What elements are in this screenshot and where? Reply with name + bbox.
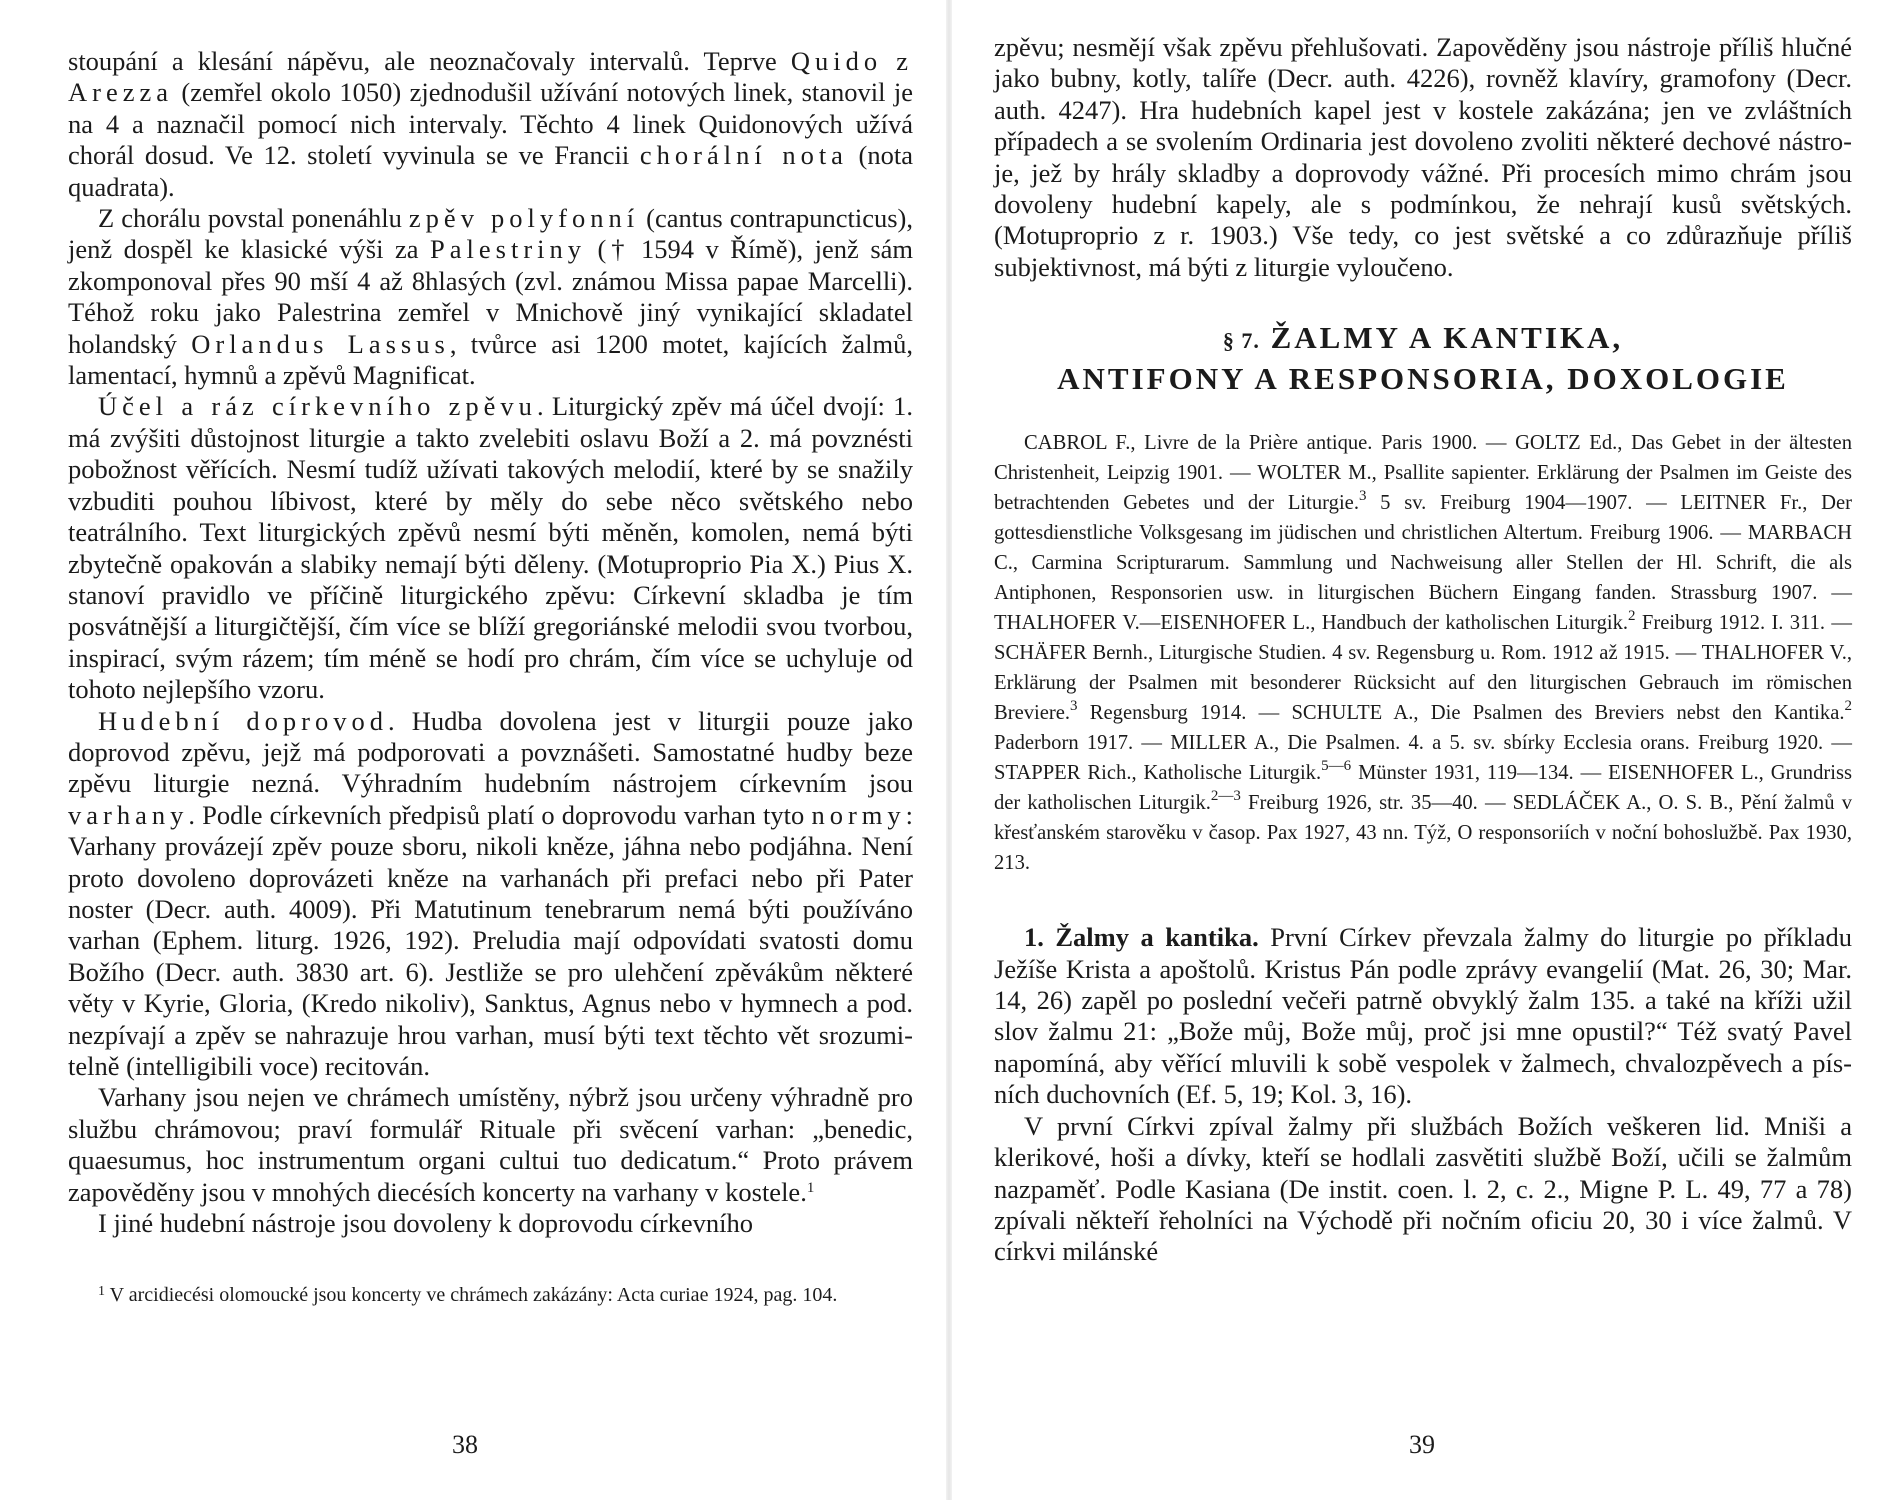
text-run: zpěvu; nesmějí však zpěvu přehlušovati. Zapověděny jsou nástroje příliš hlučné jako bubny, kotly, talíře (Decr. auth. 4226), rovněž klavíry, gramofony (Decr. auth. 4247). Hra hudebních kapel jest v kostele zakázána; jen ve zvláštních případech a se svolením Ordinaria jest dovoleno zvoliti některé dechové nástroje, jež by hrály skladby a doprovody vážné. Při procesích mimo chrám jsou dovoleny hudební kapely, ale s podmínkou, že nehrají kusů světských. (Motuproprio z r. 1903.) Vše tedy, co jest světské a co zdůrazňuje příliš subjektivnost, má býti z liturgie vyloučeno.	[994, 32, 1852, 282]
text-run: I jiné hudební nástroje jsou dovoleny k doprovodu církevního	[98, 1208, 754, 1239]
superscript: 3	[1358, 488, 1367, 505]
footnote	[68, 1277, 913, 1310]
section-heading	[994, 319, 1852, 398]
body-paragraph	[994, 1111, 1852, 1268]
spaced-emphasis: z Arezza	[68, 46, 913, 108]
text-run	[882, 46, 896, 76]
spaced-emphasis: chorální nota	[639, 140, 848, 171]
section-title-line-2: ANTIFONY A RESPONSORIA, DOXOLOGIE	[1057, 361, 1789, 397]
superscript: 5—6	[1321, 758, 1352, 775]
text-run: . Hudba dovolena jest v liturgii pouze jako doprovod zpěvu, jejž má podporovati a povznášeti. Samostatné hudby beze zpěvu liturgie nezná. Výhradním hudebním nástrojem církevním jsou	[68, 705, 913, 799]
bibliography	[994, 428, 1852, 878]
text-run: (nota quadrata).	[68, 140, 914, 202]
paragraph	[68, 1082, 913, 1208]
paragraph	[68, 46, 913, 203]
section-title-line-1: ŽALMY A KANTIKA,	[1270, 320, 1624, 356]
text-run: (zemřel okolo 1050) zjednodušil užívání notových linek, stanovil je na 4 a naznačil pomocí nich intervaly. Těchto 4 linek Quidonových užívá chorál dosud. Ve 12. století vyvinula se ve Francii	[68, 77, 913, 171]
right-page	[949, 0, 1898, 1500]
text-run: . Podle církevních předpisů platí o doprovodu varhan tyto	[188, 799, 812, 830]
footnote-text: V arcidiecési olomoucké jsou koncerty ve chrámech zakázány: Acta curiae 1924, pag. 104.	[109, 1284, 838, 1307]
spaced-emphasis: Účel a ráz církevního zpěvu	[98, 391, 537, 422]
page-number-left: 38	[452, 1430, 478, 1459]
page-number-right: 39	[1409, 1430, 1435, 1459]
text-run: (cantus contrapuncticus), jenž dospěl ke klasické výši za	[68, 203, 914, 265]
spaced-emphasis: zpěv polyfonní	[408, 203, 640, 234]
paragraph	[68, 203, 913, 391]
section-number: § 7.	[1222, 328, 1260, 354]
text-run: V první Církvi zpíval žalmy při službách Božích veškeren lid. Mniši a klerikové, hoši a dívky, kteří se hodlali zasvětiti službě Boží, učili se žalmům nazpaměť. Podle Kasiana (De instit. coen. l. 2, c. 2., Migne P. L. 49, 77 a 78) zpívali někteří řeholníci na Východě při nočním oficiu 20, 30 i více žalmů. V církvi milánské	[994, 1110, 1852, 1267]
text-run: , tvůrce asi 1200 motet, kajících žalmů, lamentací, hymnů a zpěvů Magnificat.	[68, 328, 914, 391]
text-run: Varhany jsou nejen ve chrámech umístěny, nýbrž jsou určeny výhradně pro službu chrámovou; praví formulář Rituale při svěcení varhan: „benedic, quaesumus, hoc instrumentum organi cultui tuo dedicatum.“ Proto právem zapověděny jsou v mnohých diecésích koncerty na varhany v kostele.	[68, 1082, 913, 1207]
text-run: . Liturgický zpěv má účel dvojí: 1. má zvýšiti důstojnost liturgie a takto zvelebiti oslavu Boží a 2. má povznésti pobožnost věřících. Nesmí tudíž užívati takových melodií, které by se snažily vzbuditi pouhou líbivost, které by měly do sebe něco světského nebo teatrálního. Text liturgických zpěvů nesmí býti měněn, komolen, nemá býti zbytečně opakován a slabiky nemají býti děleny. (Motuproprio Pia X.) Pius X. stanoví pravidlo ve příčině liturgického zpěvu: Církevní skladba je tím posvátnější a liturgičtější, čím více se blíží gregoriánské melodii svou tvorbou, inspirací, svým rázem; tím méně se hodí pro chrám, čím více se uchyluje od tohoto nejlepšího vzoru.	[68, 391, 913, 705]
text-run: 5 sv. Freiburg 1904—1907. — LEITNER Fr., Der gottesdienstliche Volksgesang im jüdischen und christlichen Altertum. Freiburg 1906. — MARBACH C., Carmina Scripturarum. Sammlung und Nachweisung aller Stellen der Hl. Schrift, die als Antiphonen, Responsorien usw. in liturgischen Büchern Eingang fanden. Strassburg 1907. — THALHOFER V.—EISENHOFER L., Handbuch der katholischen Liturgik.	[994, 492, 1852, 635]
spaced-emphasis: Orlandus Lassus	[191, 328, 450, 359]
text-run: Regensburg 1914. — SCHULTE A., Die Psalmen des Breviers nebst den Kantika.	[1077, 702, 1845, 725]
spaced-emphasis: normy	[811, 799, 906, 830]
text-run: († 1594 v Římě), jenž sám zkomponoval přes 90 mší 4 až 8hlasých (zvl. známou Missa papae Marcelli). Téhož roku jako Palestrina zemřel v Mnichově jiný vynikající skladatel holandský	[68, 234, 914, 359]
left-page-body	[68, 46, 913, 1239]
text-run: stoupání a klesání nápěvu, ale neoznačovaly intervalů. Teprve	[68, 46, 791, 76]
superscript: 2	[1844, 698, 1852, 715]
subsection-paragraph	[994, 922, 1852, 1110]
paragraph	[68, 706, 913, 1083]
spaced-emphasis: varhany	[68, 799, 189, 830]
superscript: 3	[1070, 698, 1078, 715]
text-run: Freiburg 1912. I. 311. — SCHÄFER Bernh., Liturgische Studien. 4 sv. Regensburg u. Rom. 1912 až 1915. — THALHOFER V., Erklärung der Psalmen mit besonderer Rücksicht auf den liturgischen Gebrauch im römischen Breviere.	[994, 612, 1852, 725]
text-run: Paderborn 1917. — MILLER A., Die Psalmen. 4. a 5. sv. sbírky Ecclesia orans. Freiburg 1920. — STAPPER Rich., Katholische Liturgik.	[994, 732, 1852, 785]
text-run: Münster 1931, 119—134. — EISENHOFER L., Grundriss der katholischen Liturgik.	[994, 762, 1852, 815]
paragraph	[68, 391, 913, 705]
footnote-mark: 1	[98, 1284, 105, 1300]
text-run: : Varhany provázejí zpěv pouze sboru, nikoli kněze, jáhna nebo podjáhna. Není proto dovoleno doprovázeti kněze na varhanách při prefaci nebo při Pater noster (Decr. auth. 4009). Při Matutinum tenebrarum nemá býti používáno varhan (Ephem. liturg. 1926, 192). Preludia mají odpovídati svatosti domu Božího (Decr. auth. 3830 art. 6). Jestliže se pro ulehčení zpěvákům některé věty v Kyrie, Gloria, (Kredo nikoliv), Sanktus, Agnus nebo v hymnech a pod. nezpívají a zpěv se nahrazuje hrou varhan, musí býti text těchto vět srozumitelně (intelligibili voce) recitován.	[68, 799, 913, 1081]
spaced-emphasis: Palestriny	[430, 234, 587, 265]
superscript: 1	[806, 1179, 815, 1196]
text-run: Freiburg 1926, str. 35—40. — SEDLÁČEK A., O. S. B., Pění žalmů v křesťanském starověku v časop. Pax 1927, 43 nn. Týž, O responsoriích v noční bohoslužbě. Pax 1930, 213.	[994, 792, 1852, 875]
superscript: 2	[1628, 608, 1636, 625]
spaced-emphasis: Hudební doprovod	[98, 705, 388, 736]
text-run: První Církev převzala žalmy do liturgie po příkladu Ježíše Krista a apoštolů. Kristus Pán podle zprávy evangelií (Mat. 26, 30; Mar. 14, 26) zapěl po poslední večeři patrně obvyklý žalm 135. a také na kříži užil slov žalmu 21: „Bože můj, Bože můj, proč jsi mne opustil?“ Též svatý Pavel napomíná, aby věřící mluvili k sobě vespolek v žalmech, chvalozpěvech a písních duchovních (Ef. 5, 19; Kol. 3, 16).	[994, 922, 1852, 1110]
continued-paragraph	[994, 32, 1852, 283]
bold-heading: 1. Žalmy a kantika.	[1024, 922, 1259, 953]
text-run: CABROL F., Livre de la Prière antique. Paris 1900. — GOLTZ Ed., Das Gebet in der ältesten Christenheit, Leipzig 1901. — WOLTER M., Psallite sapienter. Erklärung der Psalmen im Geiste des betrachtenden Gebetes und der Liturgie.	[994, 432, 1852, 515]
spaced-emphasis: Quido	[790, 46, 883, 76]
paragraph	[68, 1208, 913, 1239]
superscript: 2—3	[1210, 788, 1241, 805]
text-run: Z chorálu povstal ponenáhlu	[98, 203, 409, 234]
